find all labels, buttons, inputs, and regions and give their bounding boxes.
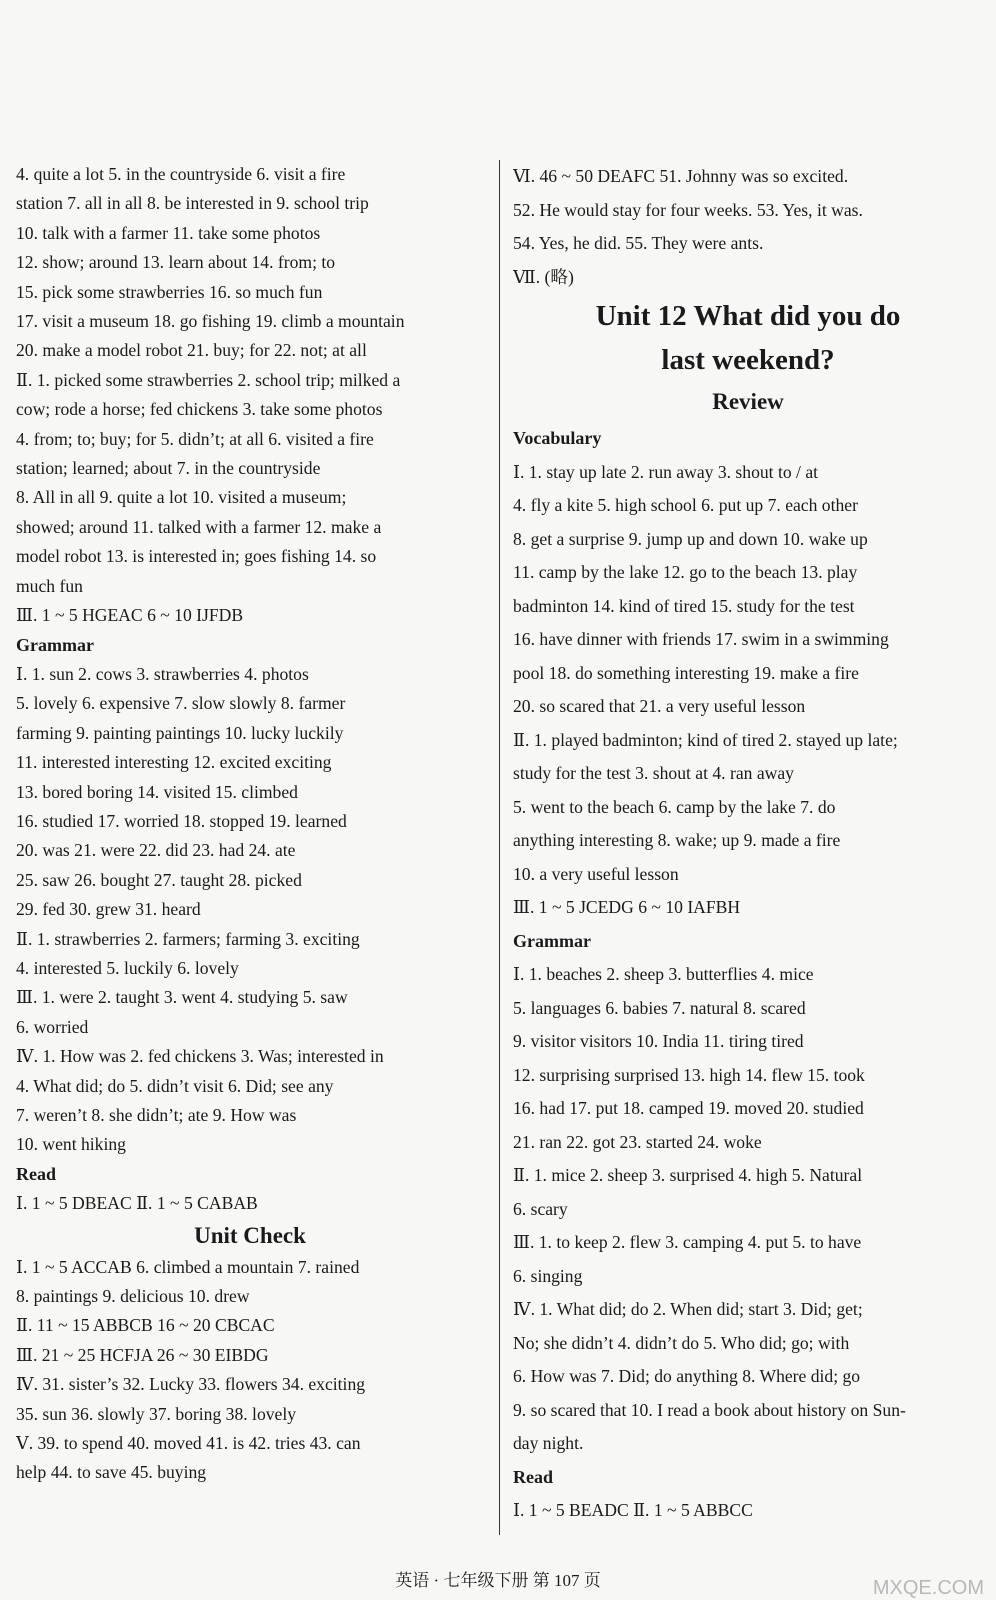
answer-line: 7. weren’t 8. she didn’t; ate 9. How was bbox=[16, 1105, 297, 1125]
answer-line: anything interesting 8. wake; up 9. made a fire bbox=[513, 830, 841, 850]
answer-line: 5. languages 6. babies 7. natural 8. scared bbox=[513, 997, 806, 1018]
answer-line: 10. a very useful lesson bbox=[513, 863, 679, 884]
page-footer: 英语 · 七年级下册 第 107 页 bbox=[395, 1571, 601, 1590]
answer-line: 21. ran 22. got 23. started 24. woke bbox=[513, 1131, 762, 1152]
answer-line: Ⅴ. 39. to spend 40. moved 41. is 42. tries 43. can bbox=[16, 1433, 361, 1454]
answer-line: Ⅲ. 1. were 2. taught 3. went 4. studying 5. saw bbox=[16, 987, 348, 1008]
answer-line: 25. saw 26. bought 27. taught 28. picked bbox=[16, 869, 302, 890]
answer-line: study for the test 3. shout at 4. ran away bbox=[513, 763, 794, 783]
answer-line: 16. had 17. put 18. camped 19. moved 20. studied bbox=[513, 1098, 864, 1118]
answer-line: Ⅱ. 11 ~ 15 ABBCB 16 ~ 20 CBCAC bbox=[16, 1315, 275, 1336]
answer-line: 16. have dinner with friends 17. swim in a swimming bbox=[513, 629, 889, 649]
section-heading: Grammar bbox=[513, 930, 591, 951]
answer-line: 12. show; around 13. learn about 14. from; to bbox=[16, 252, 336, 273]
answer-line: 52. He would stay for four weeks. 53. Yes, it was. bbox=[513, 199, 863, 220]
answer-line: Ⅳ. 1. How was 2. fed chickens 3. Was; interested in bbox=[16, 1046, 384, 1067]
answer-line: 12. surprising surprised 13. high 14. flew 15. took bbox=[513, 1064, 865, 1085]
answer-line: 11. camp by the lake 12. go to the beach 13. play bbox=[513, 562, 858, 582]
watermark: MXQE.COM bbox=[872, 1577, 984, 1599]
answer-line: 5. lovely 6. expensive 7. slow slowly 8. farmer bbox=[16, 693, 346, 714]
answer-line: Ⅶ. (略) bbox=[513, 266, 574, 287]
answer-line: Ⅱ. 1. mice 2. sheep 3. surprised 4. high 5. Natural bbox=[513, 1165, 863, 1185]
answer-line: Ⅰ. 1. stay up late 2. run away 3. shout to / at bbox=[513, 461, 819, 482]
answer-line: 8. paintings 9. delicious 10. drew bbox=[16, 1286, 250, 1307]
answer-line: much fun bbox=[16, 575, 83, 596]
unit-title: Unit 12 What did you do bbox=[595, 300, 901, 332]
answer-line: 8. All in all 9. quite a lot 10. visited a museum; bbox=[16, 487, 347, 508]
section-heading: Vocabulary bbox=[513, 428, 602, 448]
answer-line: pool 18. do something interesting 19. make a fire bbox=[513, 662, 859, 683]
answer-line: Ⅲ. 1. to keep 2. flew 3. camping 4. put 5. to have bbox=[513, 1232, 862, 1252]
answer-line: Ⅰ. 1. sun 2. cows 3. strawberries 4. photos bbox=[16, 663, 309, 684]
section-heading: Read bbox=[16, 1163, 56, 1184]
review-heading: Review bbox=[712, 389, 784, 414]
answer-line: 20. so scared that 21. a very useful lesson bbox=[513, 696, 806, 716]
column-divider bbox=[499, 160, 500, 1535]
answer-line: 15. pick some strawberries 16. so much fun bbox=[16, 281, 323, 302]
answer-line: 17. visit a museum 18. go fishing 19. climb a mountain bbox=[16, 311, 405, 332]
answer-line: Ⅳ. 31. sister’s 32. Lucky 33. flowers 34. exciting bbox=[16, 1374, 366, 1395]
answer-line: Ⅰ. 1. beaches 2. sheep 3. butterflies 4. mice bbox=[513, 964, 814, 984]
left-column bbox=[16, 160, 484, 1488]
answer-line: help 44. to save 45. buying bbox=[16, 1462, 207, 1483]
answer-line: 4. fly a kite 5. high school 6. put up 7. each other bbox=[513, 495, 858, 515]
answer-line: 10. went hiking bbox=[16, 1134, 126, 1155]
answer-line: Ⅲ. 21 ~ 25 HCFJA 26 ~ 30 EIBDG bbox=[16, 1344, 269, 1365]
section-heading: Read bbox=[513, 1466, 553, 1487]
answer-line: Ⅰ. 1 ~ 5 BEADC Ⅱ. 1 ~ 5 ABBCC bbox=[513, 1500, 753, 1520]
answer-line: 20. was 21. were 22. did 23. had 24. ate bbox=[16, 840, 296, 861]
unit-check-heading: Unit Check bbox=[194, 1222, 306, 1248]
answer-line: Ⅱ. 1. strawberries 2. farmers; farming 3. exciting bbox=[16, 928, 360, 949]
answer-line: Ⅰ. 1 ~ 5 DBEAC Ⅱ. 1 ~ 5 CABAB bbox=[16, 1193, 258, 1214]
answer-line: farming 9. painting paintings 10. lucky luckily bbox=[16, 722, 344, 743]
answer-line: 8. get a surprise 9. jump up and down 10. wake up bbox=[513, 528, 868, 549]
answer-line: 6. worried bbox=[16, 1016, 89, 1037]
answer-line: Ⅵ. 46 ~ 50 DEAFC 51. Johnny was so excited. bbox=[513, 166, 849, 186]
unit-title: last weekend? bbox=[661, 344, 835, 376]
answer-line: 10. talk with a farmer 11. take some photos bbox=[16, 222, 321, 243]
answer-line: 4. interested 5. luckily 6. lovely bbox=[16, 957, 239, 978]
answer-line: 16. studied 17. worried 18. stopped 19. learned bbox=[16, 810, 347, 831]
answer-line: 54. Yes, he did. 55. They were ants. bbox=[513, 233, 764, 253]
answer-line: Ⅲ. 1 ~ 5 HGEAC 6 ~ 10 IJFDB bbox=[16, 605, 244, 626]
answer-line: Ⅳ. 1. What did; do 2. When did; start 3. Did; get; bbox=[513, 1299, 863, 1319]
answer-line: station; learned; about 7. in the countryside bbox=[16, 458, 321, 479]
answer-line: 6. How was 7. Did; do anything 8. Where did; go bbox=[513, 1366, 861, 1386]
answer-line: station 7. all in all 8. be interested in 9. school trip bbox=[16, 193, 369, 214]
answer-line: showed; around 11. talked with a farmer 12. make a bbox=[16, 516, 382, 537]
answer-line: 29. fed 30. grew 31. heard bbox=[16, 899, 201, 920]
answer-line: 9. visitor visitors 10. India 11. tiring tired bbox=[513, 1031, 804, 1051]
answer-line: 35. sun 36. slowly 37. boring 38. lovely bbox=[16, 1403, 297, 1424]
answer-line: 11. interested interesting 12. excited exciting bbox=[16, 752, 332, 773]
answer-line: Ⅱ. 1. played badminton; kind of tired 2. stayed up late; bbox=[513, 729, 898, 750]
answer-line: 6. singing bbox=[513, 1265, 583, 1286]
answer-line: 5. went to the beach 6. camp by the lake 7. do bbox=[513, 796, 836, 817]
answer-line: Ⅰ. 1 ~ 5 ACCAB 6. climbed a mountain 7. rained bbox=[16, 1256, 360, 1277]
answer-line: 4. What did; do 5. didn’t visit 6. Did; see any bbox=[16, 1075, 334, 1096]
answer-line: Ⅲ. 1 ~ 5 JCEDG 6 ~ 10 IAFBH bbox=[513, 897, 741, 917]
answer-line: Ⅱ. 1. picked some strawberries 2. school trip; milked a bbox=[16, 369, 401, 390]
answer-line: No; she didn’t 4. didn’t do 5. Who did; go; with bbox=[513, 1332, 850, 1353]
answer-line: 9. so scared that 10. I read a book about history on Sun- bbox=[513, 1399, 906, 1420]
answer-line: 4. from; to; buy; for 5. didn’t; at all 6. visited a fire bbox=[16, 428, 374, 449]
answer-line: cow; rode a horse; fed chickens 3. take some photos bbox=[16, 399, 383, 420]
answer-line: badminton 14. kind of tired 15. study for the test bbox=[513, 595, 855, 616]
answer-line: 4. quite a lot 5. in the countryside 6. visit a fire bbox=[16, 164, 346, 184]
right-column bbox=[513, 160, 983, 1528]
answer-line: day night. bbox=[513, 1433, 584, 1453]
answer-line: model robot 13. is interested in; goes fishing 14. so bbox=[16, 546, 377, 567]
answer-line: 20. make a model robot 21. buy; for 22. not; at all bbox=[16, 340, 367, 361]
answer-line: 13. bored boring 14. visited 15. climbed bbox=[16, 781, 298, 802]
section-heading: Grammar bbox=[16, 634, 94, 655]
answer-line: 6. scary bbox=[513, 1198, 568, 1219]
